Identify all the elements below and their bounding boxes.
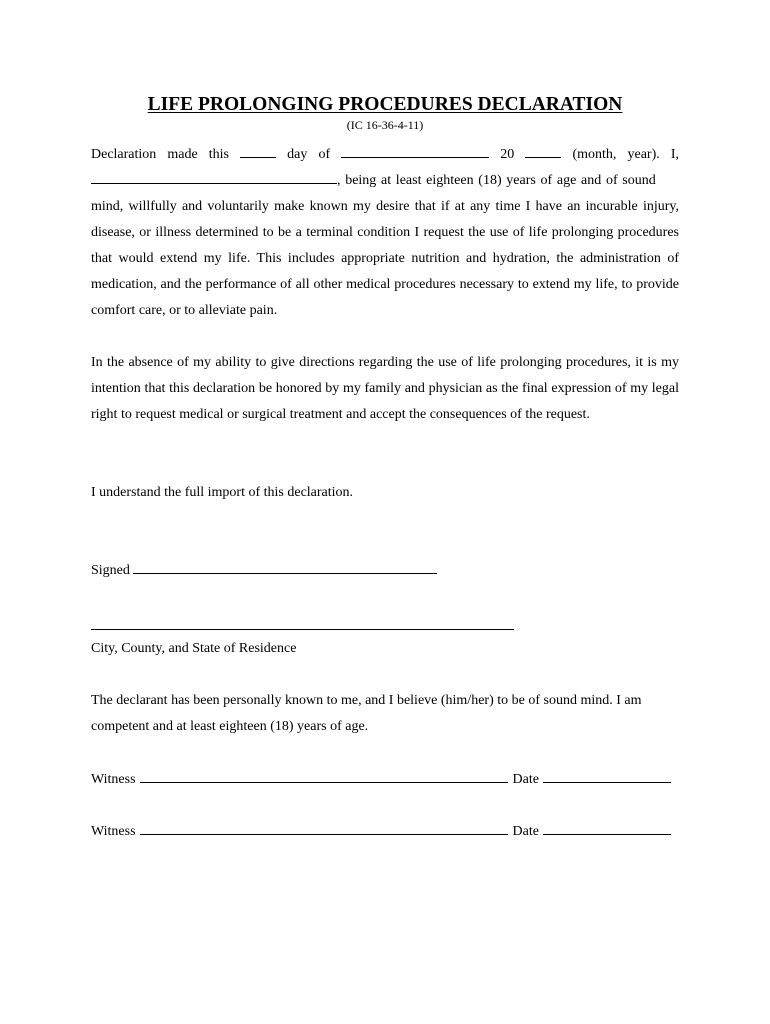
witness-row [91,767,679,793]
absence-paragraph: In the absence of my ability to give directions regarding the use of life prolonging procedures, it is my intention that this declaration be honored by my family and physician as the final expression of my legal right to request medical or surgical treatment and accept the consequences of the request. [91,355,679,422]
statute-citation: (IC 16-36-4-11) [346,118,424,132]
month-blank[interactable] [341,142,489,158]
witness-label: Witness [91,772,136,787]
document-title: LIFE PROLONGING PROCEDURES DECLARATION [147,94,623,115]
declaration-body: mind, willfully and voluntarily make known my desire that if at any time I have an incurable injury, disease, or illness determined to be a terminal condition I request the use of life prolonging procedures that would extend my life. This includes appropriate nutrition and hydration, the administration of medication, and the performance of all other medical procedures necessary to extend my life, to provide comfort care, or to alleviate pain. [91,199,679,318]
day-blank[interactable] [240,142,276,158]
witness-label: Witness [91,824,136,839]
declaration-paragraph [91,142,679,324]
year-blank[interactable] [525,142,561,158]
understanding-statement: I understand the full import of this declaration. [91,485,354,500]
witness-signature-line[interactable] [140,821,508,835]
signed-label: Signed [91,563,130,578]
witness-row [91,819,679,845]
signature-row [91,558,437,584]
residence-label: City, County, and State of Residence [91,641,297,656]
date-label: Date [512,772,539,787]
declaration-date-line: Declaration made this day of 20 (month, year). I, [91,142,679,168]
witness-statement: The declarant has been personally known to me, and I believe (him/her) to be of sound mind. I am competent and at least eighteen (18) years of age. [91,693,642,734]
signature-line[interactable] [133,560,437,574]
witness-date-line[interactable] [543,821,671,835]
witness-date-line[interactable] [543,769,671,783]
date-label: Date [512,824,539,839]
residence-line[interactable] [91,629,514,630]
witness-signature-line[interactable] [140,769,508,783]
declarant-name-line: , being at least eighteen (18) years of age and of sound [91,168,679,194]
declarant-name-blank[interactable] [91,168,337,184]
